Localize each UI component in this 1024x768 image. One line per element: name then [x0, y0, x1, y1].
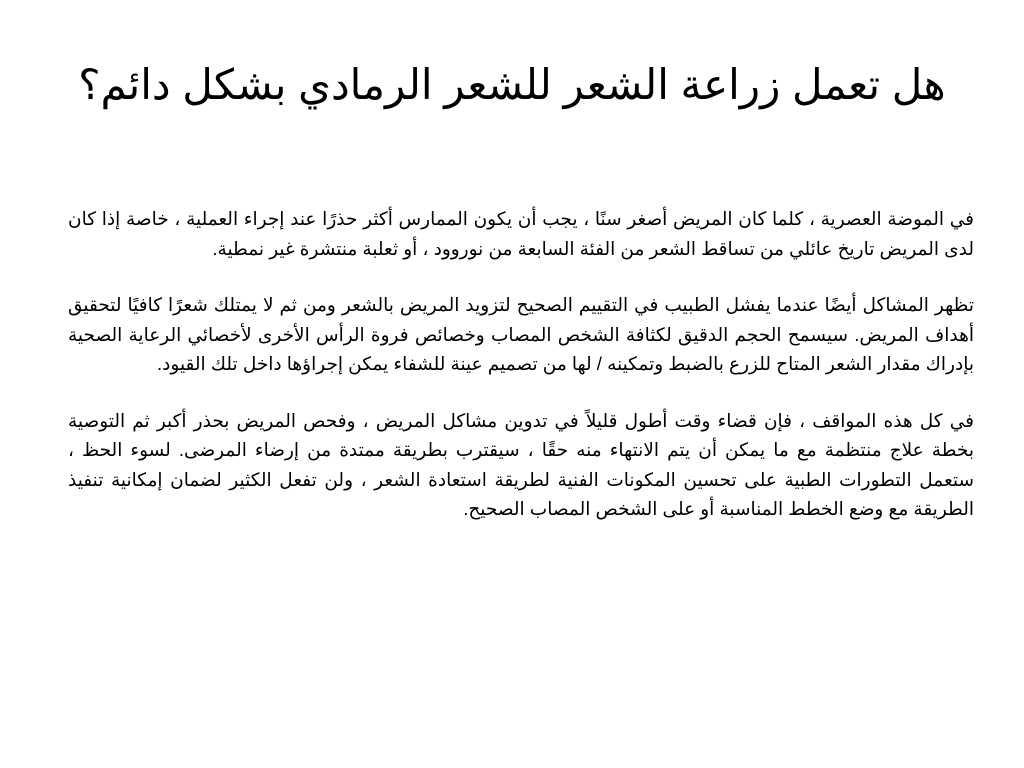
body-paragraph-2: تظهر المشاكل أيضًا عندما يفشل الطبيب في التقييم الصحيح لتزويد المريض بالشعر ومن ثم لا يمتلك شعرًا كافيًا لتحقيق أهداف المريض. سيسمح الحجم الدقيق لكثافة الشخص المصاب وخصائص فروة الرأس الأخرى لأخصائي الرعاية الصحية بإدراك مقدار الشعر المتاح للزرع بالضبط وتمكينه / لها من تصميم عينة للشفاء يمكن إجراؤها داخل تلك القيود. [68, 294, 974, 374]
slide-body [68, 204, 974, 551]
body-paragraph-1: في الموضة العصرية ، كلما كان المريض أصغر سنًا ، يجب أن يكون الممارس أكثر حذرًا عند إجراء العملية ، خاصة إذا كان لدى المريض تاريخ عائلي من تساقط الشعر من الفئة السابعة من نوروود ، أو ثعلبة منتشرة غير نمطية. [68, 208, 974, 259]
body-paragraph-3: في كل هذه المواقف ، فإن قضاء وقت أطول قليلاً في تدوين مشاكل المريض ، وفحص المريض بحذر أكبر ثم التوصية بخطة علاج منتظمة مع ما يمكن أن يتم الانتهاء منه حقًا ، سيقترب بطريقة ممتدة من إرضاء المرضى. لسوء الحظ ، ستعمل التطورات الطبية على تحسين المكونات الفنية لطريقة استعادة الشعر ، ولن تفعل الكثير لضمان إمكانية تنفيذ الطريقة مع وضع الخطط المناسبة أو على الشخص المصاب الصحيح. [68, 409, 974, 519]
slide-title: هل تعمل زراعة الشعر للشعر الرمادي بشكل دائم؟ [78, 61, 946, 108]
